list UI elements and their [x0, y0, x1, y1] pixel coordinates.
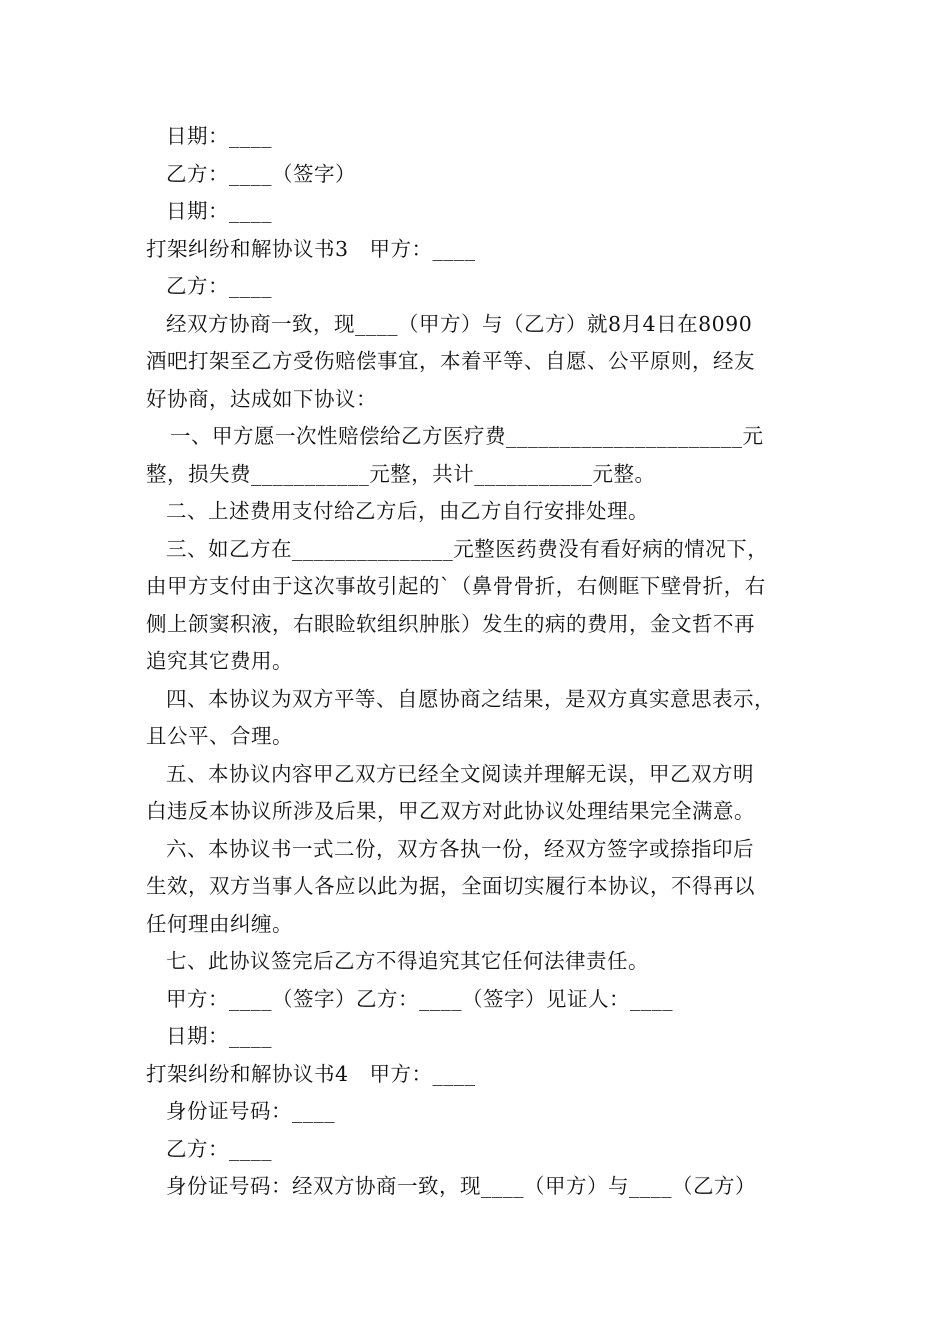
clause-1-line: 整，损失费___________元整，共计___________元整。	[146, 461, 656, 486]
clause-4-line: 且公平、合理。	[146, 724, 293, 748]
party-b-signature-line: 乙方：____（签字）	[166, 161, 356, 186]
clause-3-line: 三、如乙方在_______________元整医药费没有看好病的情况下，	[166, 536, 769, 561]
paragraph-line: 身份证号码：经双方协商一致，现____（甲方）与____（乙方）	[166, 1174, 756, 1198]
party-b-line: 乙方：____	[166, 1136, 272, 1161]
clause-1-line: 一、甲方愿一次性赔偿给乙方医疗费______________________元	[170, 424, 764, 448]
clause-6-line: 六、本协议书一式二份，双方各执一份，经双方签字或捺指印后	[166, 836, 754, 861]
paragraph-line: 酒吧打架至乙方受伤赔偿事宜，本着平等、自愿、公平原则，经友	[146, 349, 755, 373]
party-b-line: 乙方：____	[166, 274, 272, 298]
agreement-3-heading: 打架纠纷和解协议书3 甲方：____	[146, 236, 476, 261]
document-page	[146, 118, 816, 1206]
clause-6-line: 任何理由纠缠。	[146, 911, 293, 936]
clause-4-line: 四、本协议为双方平等、自愿协商之结果，是双方真实意思表示，	[166, 686, 775, 711]
id-number-line: 身份证号码：____	[166, 1099, 335, 1123]
paragraph-line: 好协商，达成如下协议：	[146, 386, 377, 411]
clause-7-line: 七、此协议签完后乙方不得追究其它任何法律责任。	[166, 949, 649, 973]
date-line: 日期：____	[166, 124, 272, 148]
clause-3-line: 由甲方支付由于这次事故引起的`（鼻骨骨折，右侧眶下壁骨折，右	[146, 574, 766, 598]
date-line: 日期：____	[166, 1024, 272, 1048]
signature-line: 甲方：____（签字）乙方：____（签字）见证人：____	[166, 986, 673, 1011]
clause-5-line: 五、本协议内容甲乙双方已经全文阅读并理解无误，甲乙双方明	[166, 761, 754, 786]
clause-3-line: 追究其它费用。	[146, 649, 293, 673]
clause-2-line: 二、上述费用支付给乙方后，由乙方自行安排处理。	[166, 499, 649, 523]
clause-5-line: 白违反本协议所涉及后果，甲乙双方对此协议处理结果完全满意。	[146, 799, 755, 823]
clause-3-line: 侧上颌窦积液，右眼睑软组织肿胀）发生的病的费用，金文哲不再	[146, 611, 755, 636]
date-line: 日期：____	[166, 199, 272, 223]
clause-6-line: 生效，双方当事人各应以此为据，全面切实履行本协议，不得再以	[146, 874, 755, 898]
agreement-4-heading: 打架纠纷和解协议书4 甲方：____	[146, 1061, 476, 1086]
paragraph-line: 经双方协商一致，现____（甲方）与（乙方）就8月4日在8090	[166, 311, 753, 336]
